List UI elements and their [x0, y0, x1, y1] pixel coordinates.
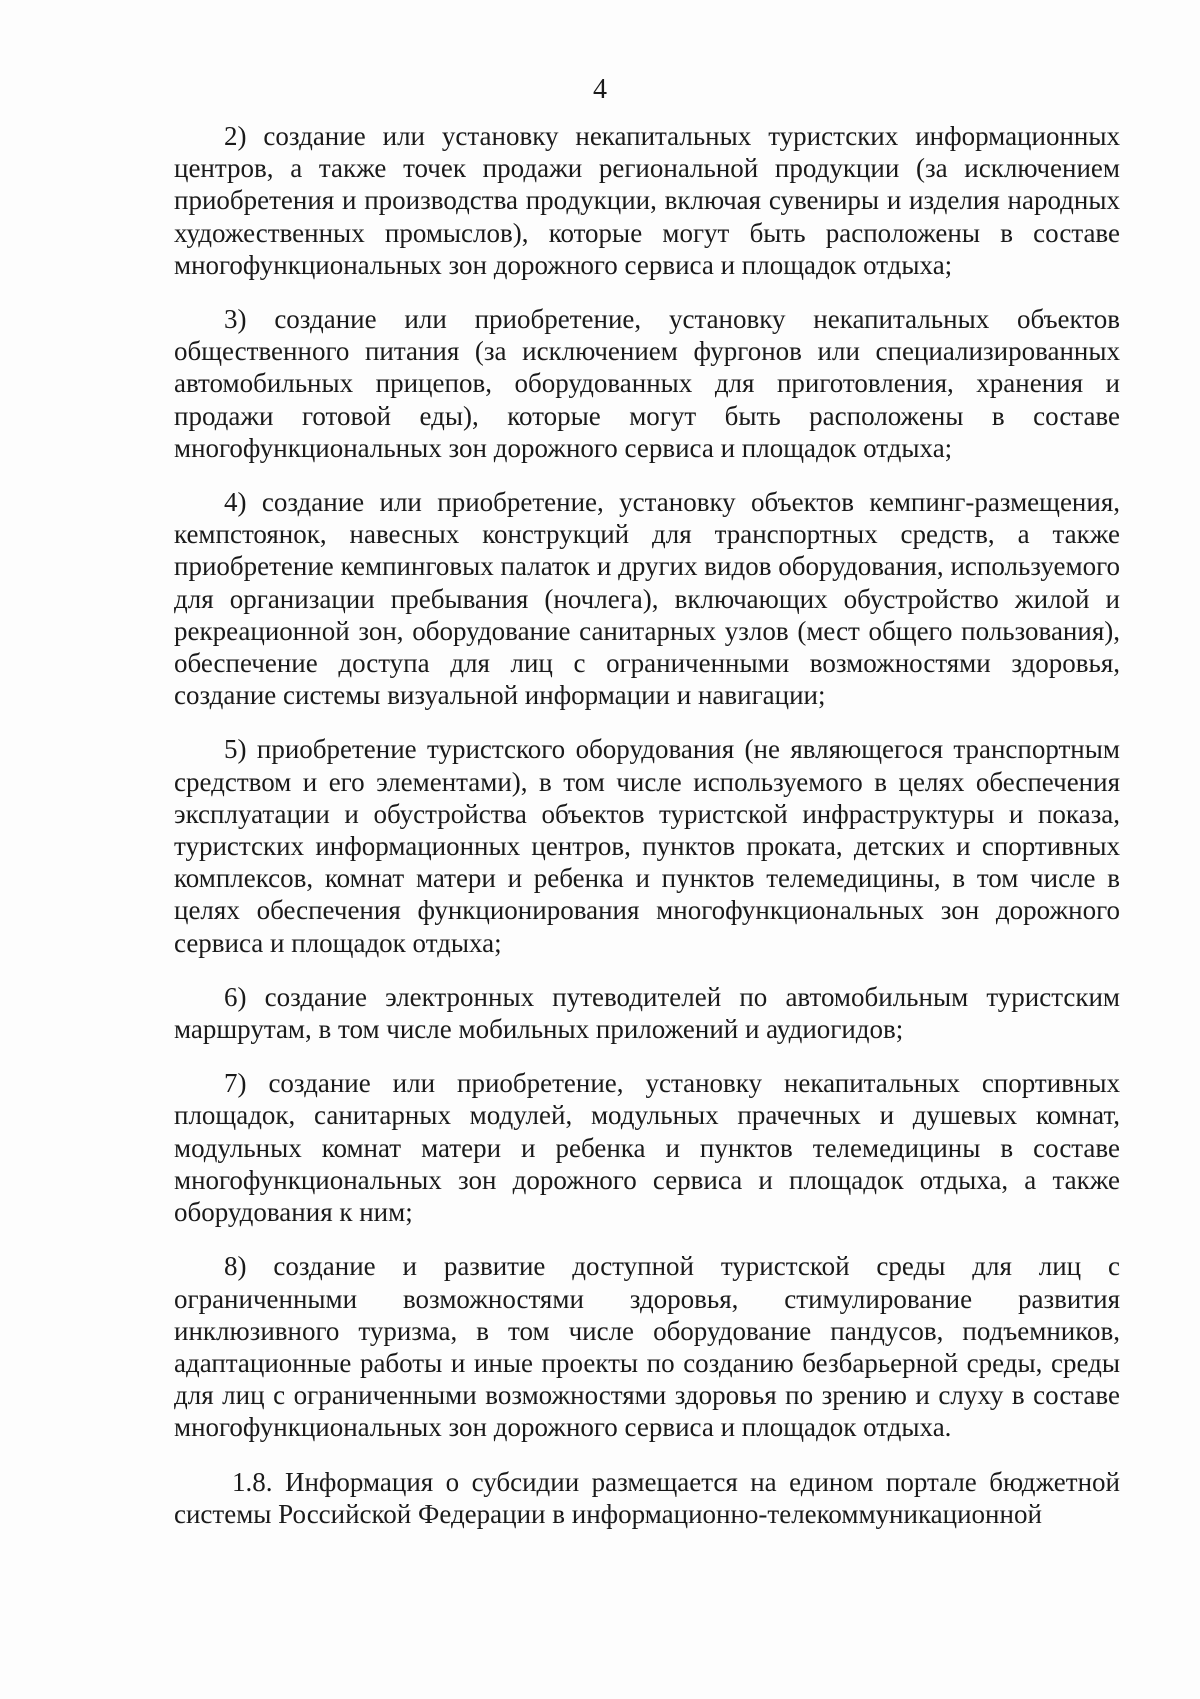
paragraph-item-3: 3) создание или приобретение, установку некапитальных объектов общественного питания (за исключением фургонов или специализированных автомобильных прицепов, оборудованных для приготовления, хранения и продажи готовой еды), которые могут быть расположены в составе многофункциональных зон дорожного сервиса и площадок отдыха; — [174, 304, 1120, 463]
paragraph-item-6: 6) создание электронных путеводителей по автомобильным туристским маршрутам, в том числе мобильных приложений и аудиогидов; — [174, 981, 1120, 1045]
paragraph-item-2: 2) создание или установку некапитальных туристских информационных центров, а также точек продажи региональной продукции (за исключением приобретения и производства продукции, включая сувениры и изделия народных художественных промыслов), которые могут быть расположены в составе многофункциональных зон дорожного сервиса и площадок отдыха; — [174, 121, 1120, 280]
page-number: 4 — [593, 74, 607, 105]
paragraph-item-5: 5) приобретение туристского оборудования (не являющегося транспортным средством и его элементами), в том числе используемого в целях обеспечения эксплуатации и обустройства объектов туристской инфраструктуры и показа, туристских информационных центров, пунктов проката, детских и спортивных комплексов, комнат матери и ребенка и пунктов телемедицины, в том числе в целях обеспечения функционирования многофункциональных зон дорожного сервиса и площадок отдыха; — [174, 734, 1120, 958]
paragraph-section-1-8: 1.8. Информация о субсидии размещается на едином портале бюджетной системы Российской Федерации в информационно-телекоммуникационной — [174, 1466, 1120, 1529]
paragraph-item-8: 8) создание и развитие доступной туристской среды для лиц с ограниченными возможностями здоровья, стимулирование развития инклюзивного туризма, в том числе оборудование пандусов, подъемников, адаптационные работы и иные проекты по созданию безбарьерной среды, среды для лиц с ограниченными возможностями здоровья по зрению и слуху в составе многофункциональных зон дорожного сервиса и площадок отдыха. — [174, 1251, 1120, 1443]
paragraph-item-7: 7) создание или приобретение, установку некапитальных спортивных площадок, санитарных модулей, модульных прачечных и душевых комнат, модульных комнат матери и ребенка и пунктов телемедицины в составе многофункциональных зон дорожного сервиса и площадок отдыха, а также оборудования к ним; — [174, 1068, 1120, 1228]
paragraph-item-4: 4) создание или приобретение, установку объектов кемпинг-размещения, кемпстоянок, навесных конструкций для транспортных средств, а также приобретение кемпинговых палаток и других видов оборудования, используемого для организации пребывания (ночлега), включающих обустройство жилой и рекреационной зон, оборудование санитарных узлов (мест общего пользования), обеспечение доступа для лиц с ограниченными возможностями здоровья, создание системы визуальной информации и навигации; — [174, 487, 1120, 711]
document-body — [174, 120, 1120, 1552]
